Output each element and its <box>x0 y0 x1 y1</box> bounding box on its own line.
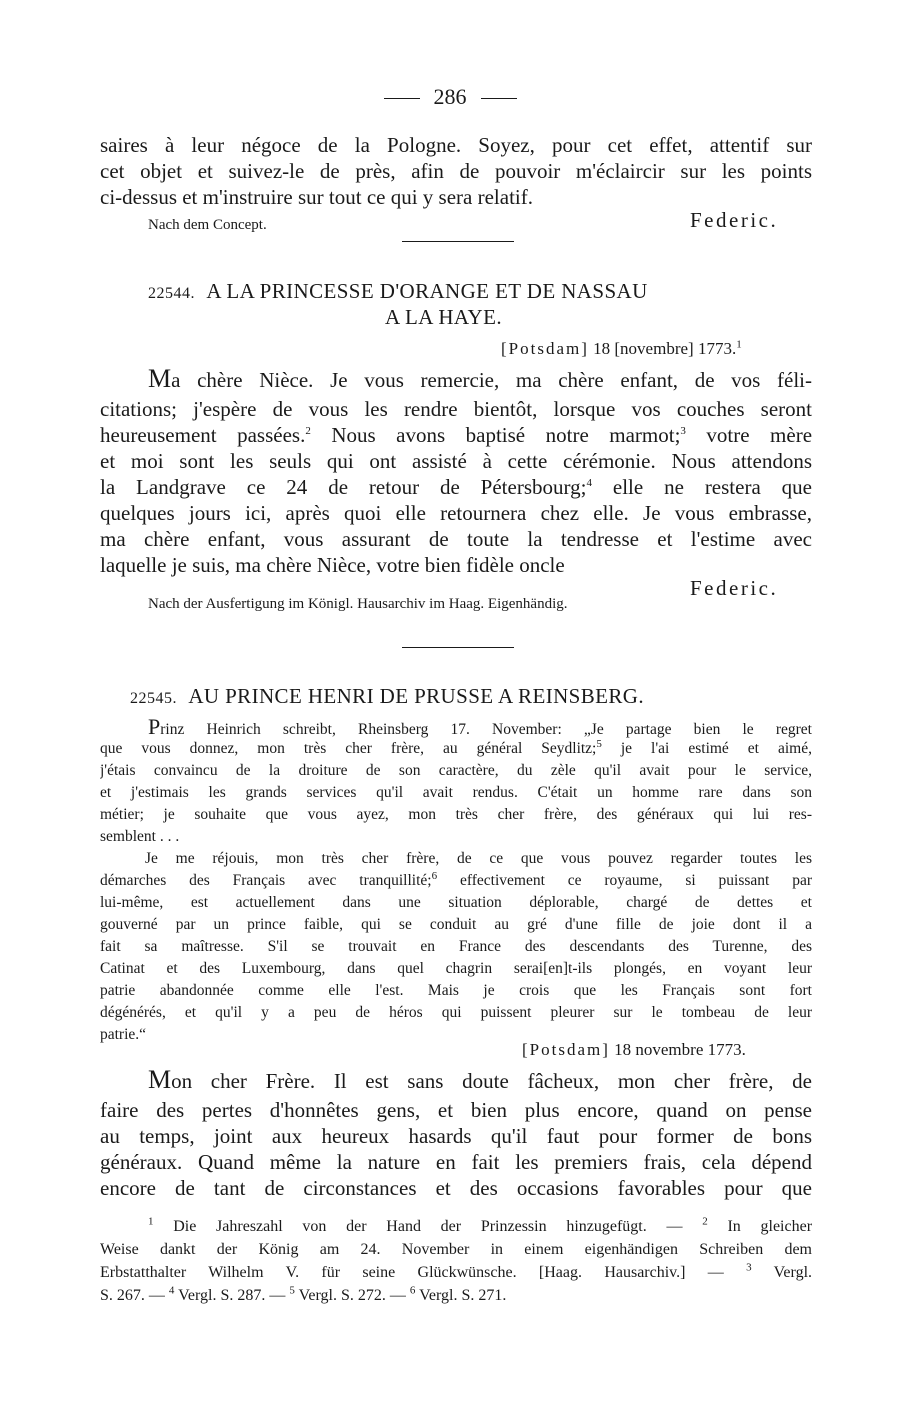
text-line: ma chère enfant, vous assurant de toute la tendresse et l'estime avec <box>100 527 812 551</box>
text-line: quelques jours ici, après quoi elle retournera chez elle. Je vous embrasse, <box>100 501 812 525</box>
section-divider <box>402 647 514 648</box>
text-line: au temps, joint aux heureux hasards qu'il faut pour former de bons <box>100 1124 812 1148</box>
initial-letter: M <box>148 1067 172 1094</box>
initial-letter: P <box>148 716 161 739</box>
text-line: ci-dessus et m'instruire sur tout ce qui y sera relatif. <box>100 185 533 209</box>
date-day: 18 <box>593 339 611 358</box>
quote-line: Prinz Heinrich schreibt, Rheinsberg 17. November: „Je partage bien le regret <box>148 716 812 739</box>
footnote-ref: 5 <box>596 738 602 750</box>
page-number-dash-left <box>384 98 420 99</box>
footnote-ref: 1 <box>736 338 742 351</box>
section-divider <box>402 241 514 242</box>
footnote-marker: 5 <box>289 1284 295 1297</box>
quote-line: démarches des Français avec tranquillité;$^6$ effectivement ce royaume, si puissant par <box>100 870 812 889</box>
quote-line: métier; je souhaite que vous ayez, mon très cher frère, des généraux qui lui res- <box>100 806 812 823</box>
text-line: citations; j'espère de vous les rendre bientôt, lorsque vos couches seront <box>100 397 812 421</box>
footnote-line: $^1$ Die Jahreszahl von der Hand der Prinzessin hinzugefügt. — $^2$ In gleicher <box>148 1216 812 1235</box>
text-line: faire des pertes d'honnêtes gens, et bien plus encore, quand on pense <box>100 1098 812 1122</box>
footnote-line: Erbstatthalter Wilhelm V. für seine Glückwünsche. [Haag. Hausarchiv.] — $^3$ Vergl. <box>100 1262 812 1281</box>
letter-number: 22545. <box>130 690 177 707</box>
quote-line: Catinat et des Luxembourg, dans quel chagrin serai[en]t-ils plongés, en voyant leur <box>100 960 812 977</box>
text-line: heureusement passées.$^2$ Nous avons baptisé notre marmot;$^3$ votre mère <box>100 423 812 447</box>
letter-addressee: A LA PRINCESSE D'ORANGE ET DE NASSAU <box>206 279 648 303</box>
text-line: Ma chère Nièce. Je vous remercie, ma chère enfant, de vos féli- <box>148 366 812 393</box>
footnote-marker: 3 <box>746 1262 752 1274</box>
letter-heading-place: A LA HAYE. <box>385 305 502 329</box>
quote-line: fait sa maîtresse. S'il se trouvait en France des descendants des Turenne, des <box>100 938 812 955</box>
text-line: cet objet et suivez-le de près, afin de pouvoir m'éclaircir sur les points <box>100 159 812 183</box>
source-note: Nach dem Concept. <box>148 217 267 233</box>
quote-line: gouverné par un prince faible, qui se conduit au gré d'une fille de joie dont il a <box>100 916 812 933</box>
footnote-ref: 3 <box>680 425 686 437</box>
footnote-marker: 2 <box>702 1216 708 1228</box>
source-note: Nach der Ausfertigung im Königl. Hausarchiv im Haag. Eigenhändig. <box>148 596 568 612</box>
letter-date <box>501 339 742 359</box>
letter-addressee: AU PRINCE HENRI DE PRUSSE A REINSBERG. <box>188 684 644 708</box>
page-number <box>0 84 900 110</box>
quote-line: que vous donnez, mon très cher frère, au général Seydlitz;$^5$ je l'ai estimé et aimé, <box>100 738 812 757</box>
quote-line: j'étais convaincu de la droiture de son caractère, du zèle qu'il avait pour le service, <box>100 762 812 779</box>
footnote-marker: 6 <box>409 1284 416 1297</box>
text-line: Mon cher Frère. Il est sans doute fâcheux, mon cher frère, de <box>148 1067 812 1094</box>
quote-line: semblent . . . <box>100 828 180 845</box>
letter-date <box>522 1040 746 1060</box>
quote-line: dégénérés, et qu'il y a peu de héros qui puissent pleurer sur le tombeau de leur <box>100 1004 812 1021</box>
quote-line: patrie.“ <box>100 1026 147 1043</box>
text-line: encore de tant de circonstances et des occasions favorables pour que <box>100 1176 812 1200</box>
quote-line: patrie abandonnée comme elle l'est. Mais je crois que les Français sont fort <box>100 982 812 999</box>
footnote-ref: 4 <box>586 477 592 489</box>
footnote-marker: 1 <box>148 1216 154 1228</box>
text-line: généraux. Quand même la nature en fait les premiers frais, cela dépend <box>100 1150 812 1174</box>
text-line: saires à leur négoce de la Pologne. Soyez, pour cet effet, attentif sur <box>100 133 812 157</box>
date-rest: 18 novembre 1773. <box>614 1040 746 1059</box>
page-number-text: 286 <box>433 84 467 109</box>
signature: Federic. <box>690 208 779 232</box>
date-month: [novembre] <box>614 339 694 358</box>
footnote-ref: 2 <box>305 425 311 437</box>
footnote-line: Weise dankt der König am 24. November in einem eigenhändigen Schreiben dem <box>100 1241 812 1258</box>
text-line: laquelle je suis, ma chère Nièce, votre bien fidèle oncle <box>100 553 565 577</box>
text-line: la Landgrave ce 24 de retour de Pétersbourg;$^4$ elle ne restera que <box>100 475 812 499</box>
quote-line: Je me réjouis, mon très cher frère, de ce que vous pouvez regarder toutes les <box>145 850 812 867</box>
date-place: [Potsdam] <box>501 339 589 358</box>
initial-letter: M <box>148 366 172 393</box>
text-line: et moi sont les seuls qui ont assisté à cette cérémonie. Nous attendons <box>100 449 812 473</box>
date-place: [Potsdam] <box>522 1040 610 1059</box>
letter-heading <box>130 684 644 709</box>
signature: Federic. <box>690 576 779 600</box>
quote-line: lui-même, est actuellement dans une situation déplorable, chargé de dettes et <box>100 894 812 911</box>
letter-heading <box>148 279 648 304</box>
footnote-line: S. 267. — $^4$ Vergl. S. 287. — $^5$ Vergl. S. 272. — $^6$ Vergl. S. 271. <box>100 1284 507 1304</box>
footnote-marker: 4 <box>168 1284 175 1297</box>
page-number-dash-right <box>481 98 517 99</box>
quote-line: et j'estimais les grands services qu'il avait rendus. C'était un homme rare dans son <box>100 784 812 801</box>
letter-number: 22544. <box>148 285 195 302</box>
footnote-ref: 6 <box>431 870 438 882</box>
date-year: 1773. <box>697 339 737 358</box>
